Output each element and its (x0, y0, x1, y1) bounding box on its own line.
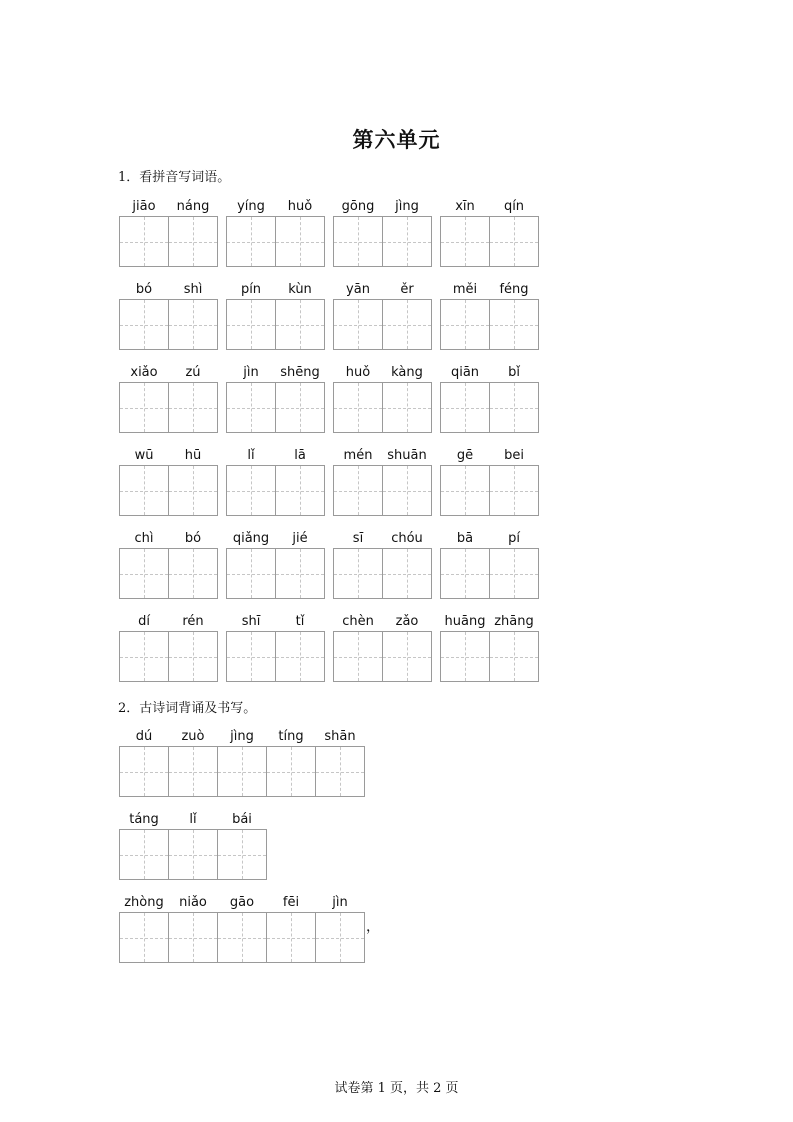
pinyin-label: dí (138, 614, 150, 629)
writing-cell[interactable] (440, 548, 490, 599)
writing-cell[interactable] (119, 465, 169, 516)
pinyin-label: bǐ (508, 365, 520, 380)
grid-guide-horizontal (490, 491, 538, 492)
writing-cell[interactable] (168, 465, 218, 516)
grid-guide-horizontal (227, 491, 275, 492)
pinyin-label: qiǎng (232, 531, 270, 546)
grid-guide-horizontal (441, 408, 489, 409)
pinyin-label: xīn (455, 199, 475, 214)
pinyin-label: měi (452, 282, 478, 297)
writing-cell[interactable] (119, 631, 169, 682)
grid-guide-horizontal (227, 408, 275, 409)
pinyin-label: hū (184, 448, 202, 463)
grid-guide-horizontal (276, 657, 324, 658)
grid-guide-horizontal (227, 325, 275, 326)
grid-guide-horizontal (120, 408, 168, 409)
writing-cell[interactable] (489, 299, 539, 350)
grid-guide-horizontal (383, 242, 431, 243)
pinyin-label: ěr (400, 282, 414, 297)
grid-guide-horizontal (218, 855, 266, 856)
grid-guide-horizontal (490, 408, 538, 409)
writing-cell[interactable] (382, 548, 432, 599)
pinyin-label: mén (343, 448, 373, 463)
grid-guide-horizontal (218, 938, 266, 939)
writing-cell[interactable] (315, 912, 365, 963)
pinyin-label: bā (456, 531, 474, 546)
writing-cell[interactable] (315, 746, 365, 797)
grid-guide-horizontal (383, 325, 431, 326)
pinyin-label: zhāng (494, 614, 534, 629)
writing-cell[interactable] (275, 382, 325, 433)
pinyin-label: jìng (230, 729, 254, 744)
pinyin-label: tíng (278, 729, 304, 744)
grid-guide-horizontal (120, 772, 168, 773)
pinyin-label: huǒ (345, 365, 371, 380)
grid-guide-horizontal (334, 242, 382, 243)
pinyin-label: tǐ (295, 614, 305, 629)
writing-cell[interactable] (119, 299, 169, 350)
page-footer: 试卷第 1 页，共 2 页 (334, 1081, 459, 1096)
grid-guide-horizontal (276, 574, 324, 575)
grid-guide-horizontal (120, 574, 168, 575)
writing-cell[interactable] (440, 216, 490, 267)
writing-cell[interactable] (217, 829, 267, 880)
grid-guide-horizontal (334, 491, 382, 492)
pinyin-label: jié (292, 531, 308, 546)
pinyin-label: zú (185, 365, 201, 380)
pinyin-label: wū (134, 448, 154, 463)
pinyin-label: bó (135, 282, 153, 297)
writing-cell[interactable] (217, 912, 267, 963)
writing-cell[interactable] (168, 216, 218, 267)
writing-cell[interactable] (440, 299, 490, 350)
grid-guide-horizontal (383, 657, 431, 658)
grid-guide-horizontal (334, 574, 382, 575)
pinyin-label: lā (294, 448, 306, 463)
grid-guide-horizontal (441, 574, 489, 575)
writing-cell[interactable] (333, 299, 383, 350)
grid-guide-horizontal (120, 491, 168, 492)
writing-cell[interactable] (168, 746, 218, 797)
writing-cell[interactable] (168, 299, 218, 350)
writing-cell[interactable] (119, 382, 169, 433)
pinyin-label: shēng (280, 365, 320, 380)
page-title: 第六单元 (352, 127, 441, 152)
pinyin-label: yíng (237, 199, 265, 214)
pinyin-label: bái (232, 812, 252, 827)
pinyin-label: pí (508, 531, 520, 546)
pinyin-label: huǒ (287, 199, 313, 214)
question-2-label: 2．古诗词背诵及书写。 (118, 701, 257, 716)
writing-cell[interactable] (119, 216, 169, 267)
grid-guide-horizontal (169, 855, 217, 856)
pinyin-label: qín (503, 199, 525, 214)
writing-cell[interactable] (382, 631, 432, 682)
grid-guide-horizontal (316, 772, 364, 773)
grid-guide-horizontal (490, 242, 538, 243)
pinyin-label: dú (135, 729, 153, 744)
grid-guide-horizontal (490, 574, 538, 575)
pinyin-label: kàng (391, 365, 423, 380)
writing-cell[interactable] (226, 216, 276, 267)
grid-guide-horizontal (169, 657, 217, 658)
grid-guide-horizontal (334, 325, 382, 326)
writing-cell[interactable] (382, 216, 432, 267)
pinyin-label: zǎo (395, 614, 419, 629)
writing-cell[interactable] (168, 631, 218, 682)
grid-guide-horizontal (169, 491, 217, 492)
grid-guide-horizontal (227, 574, 275, 575)
pinyin-label: sī (352, 531, 364, 546)
writing-cell[interactable] (489, 382, 539, 433)
grid-guide-horizontal (227, 242, 275, 243)
pinyin-label: lǐ (247, 448, 255, 463)
pinyin-label: bó (184, 531, 202, 546)
writing-cell[interactable] (333, 631, 383, 682)
writing-cell[interactable] (119, 829, 169, 880)
grid-guide-horizontal (441, 325, 489, 326)
grid-guide-horizontal (490, 325, 538, 326)
writing-cell[interactable] (119, 912, 169, 963)
writing-cell[interactable] (275, 299, 325, 350)
pinyin-label: gōng (341, 199, 375, 214)
grid-guide-horizontal (334, 408, 382, 409)
grid-guide-horizontal (120, 938, 168, 939)
pinyin-label: qiān (450, 365, 480, 380)
grid-guide-horizontal (383, 408, 431, 409)
grid-guide-horizontal (441, 491, 489, 492)
writing-cell[interactable] (275, 631, 325, 682)
grid-guide-horizontal (276, 325, 324, 326)
grid-guide-horizontal (169, 242, 217, 243)
writing-cell[interactable] (440, 465, 490, 516)
grid-guide-horizontal (218, 772, 266, 773)
grid-guide-horizontal (267, 938, 315, 939)
grid-guide-horizontal (441, 242, 489, 243)
pinyin-label: yān (346, 282, 370, 297)
pinyin-label: chì (134, 531, 154, 546)
grid-guide-horizontal (227, 657, 275, 658)
pinyin-label: shuān (387, 448, 427, 463)
grid-guide-horizontal (490, 657, 538, 658)
grid-guide-horizontal (169, 574, 217, 575)
pinyin-label: shān (324, 729, 356, 744)
writing-cell[interactable] (333, 548, 383, 599)
pinyin-label: shī (241, 614, 261, 629)
pinyin-label: gāo (229, 895, 255, 910)
writing-cell[interactable] (168, 912, 218, 963)
grid-guide-horizontal (334, 657, 382, 658)
pinyin-label: zhòng (124, 895, 164, 910)
writing-cell[interactable] (168, 548, 218, 599)
writing-cell[interactable] (440, 631, 490, 682)
trailing-comma: ， (366, 919, 380, 935)
writing-cell[interactable] (382, 382, 432, 433)
pinyin-label: jìn (243, 365, 259, 380)
writing-cell[interactable] (333, 465, 383, 516)
writing-cell[interactable] (266, 746, 316, 797)
writing-cell[interactable] (333, 216, 383, 267)
writing-cell[interactable] (266, 912, 316, 963)
pinyin-label: pín (240, 282, 262, 297)
grid-guide-horizontal (120, 242, 168, 243)
grid-guide-horizontal (169, 772, 217, 773)
pinyin-label: kùn (288, 282, 312, 297)
question-1-label: 1．看拼音写词语。 (118, 170, 231, 185)
pinyin-label: jìng (395, 199, 419, 214)
pinyin-label: táng (129, 812, 159, 827)
pinyin-label: zuò (181, 729, 205, 744)
writing-cell[interactable] (333, 382, 383, 433)
pinyin-label: jìn (332, 895, 348, 910)
writing-cell[interactable] (275, 216, 325, 267)
pinyin-label: xiǎo (130, 365, 158, 380)
pinyin-label: shì (183, 282, 203, 297)
writing-cell[interactable] (168, 382, 218, 433)
grid-guide-horizontal (276, 491, 324, 492)
pinyin-label: féng (499, 282, 529, 297)
grid-guide-horizontal (267, 772, 315, 773)
pinyin-label: chóu (391, 531, 423, 546)
pinyin-label: jiāo (132, 199, 156, 214)
writing-cell[interactable] (226, 631, 276, 682)
writing-cell[interactable] (275, 548, 325, 599)
pinyin-label: lǐ (189, 812, 197, 827)
grid-guide-horizontal (383, 491, 431, 492)
grid-guide-horizontal (169, 408, 217, 409)
pinyin-label: náng (176, 199, 210, 214)
writing-cell[interactable] (226, 382, 276, 433)
grid-guide-horizontal (169, 938, 217, 939)
grid-guide-horizontal (120, 657, 168, 658)
writing-cell[interactable] (119, 746, 169, 797)
writing-cell[interactable] (226, 299, 276, 350)
writing-cell[interactable] (382, 299, 432, 350)
writing-cell[interactable] (382, 465, 432, 516)
pinyin-label: huāng (444, 614, 486, 629)
writing-cell[interactable] (217, 746, 267, 797)
writing-cell[interactable] (226, 465, 276, 516)
pinyin-label: fēi (282, 895, 300, 910)
pinyin-label: rén (182, 614, 204, 629)
writing-cell[interactable] (489, 216, 539, 267)
grid-guide-horizontal (120, 325, 168, 326)
writing-cell[interactable] (275, 465, 325, 516)
pinyin-label: gē (456, 448, 474, 463)
writing-cell[interactable] (168, 829, 218, 880)
writing-cell[interactable] (489, 465, 539, 516)
grid-guide-horizontal (276, 408, 324, 409)
grid-guide-horizontal (120, 855, 168, 856)
writing-cell[interactable] (226, 548, 276, 599)
grid-guide-horizontal (276, 242, 324, 243)
grid-guide-horizontal (316, 938, 364, 939)
writing-cell[interactable] (489, 548, 539, 599)
pinyin-label: chèn (342, 614, 374, 629)
pinyin-label: bei (504, 448, 524, 463)
grid-guide-horizontal (383, 574, 431, 575)
grid-guide-horizontal (169, 325, 217, 326)
pinyin-label: niǎo (179, 895, 207, 910)
writing-cell[interactable] (489, 631, 539, 682)
writing-cell[interactable] (119, 548, 169, 599)
writing-cell[interactable] (440, 382, 490, 433)
grid-guide-horizontal (441, 657, 489, 658)
